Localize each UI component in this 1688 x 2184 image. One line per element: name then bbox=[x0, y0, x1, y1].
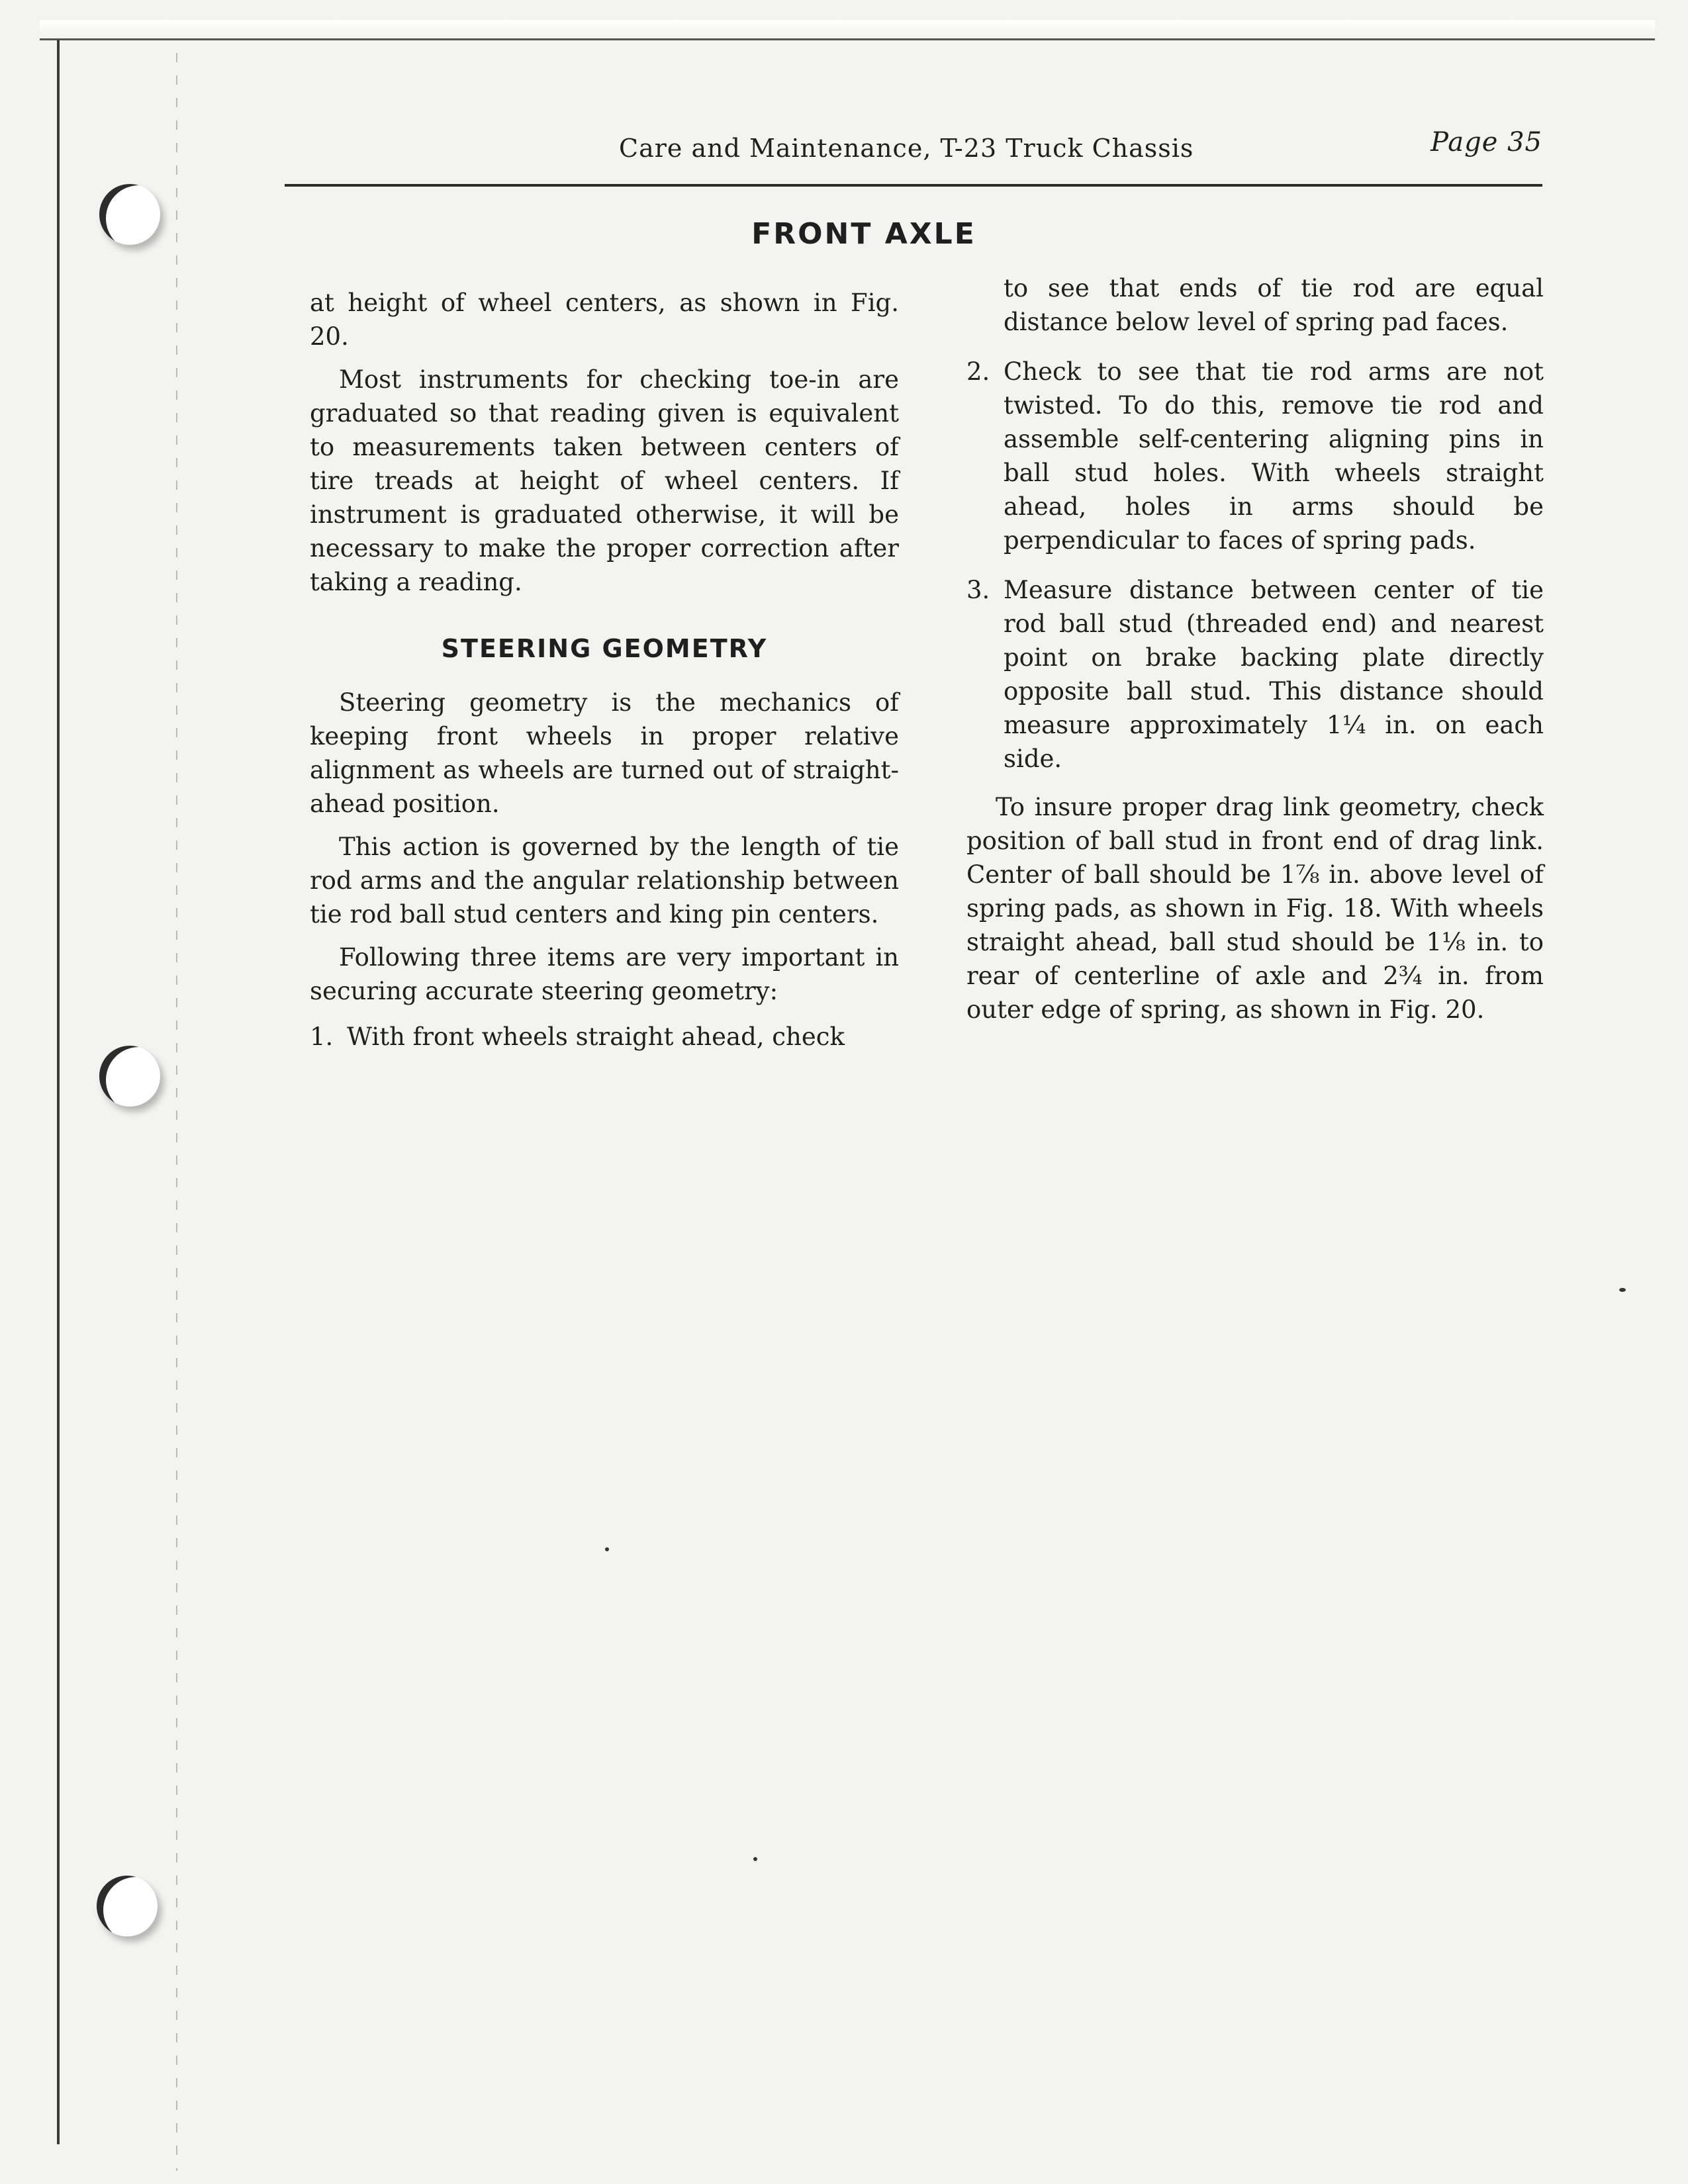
list-item-continuation bbox=[966, 271, 1544, 339]
binder-margin-line bbox=[176, 53, 177, 2171]
list-text: With front wheels straight ahead, check bbox=[347, 1023, 845, 1051]
list-number: 2. bbox=[966, 357, 990, 386]
left-column bbox=[310, 286, 899, 1054]
paragraph: Following three items are very important in securing accurate steering geometry: bbox=[310, 943, 899, 1005]
print-speck bbox=[1619, 1288, 1626, 1292]
list-item bbox=[310, 1020, 899, 1054]
paragraph: This action is governed by the length of tie rod arms and the angular relationship between tie rod ball stud centers and king pin centers. bbox=[310, 833, 899, 929]
list-number: 3. bbox=[966, 576, 990, 604]
right-column bbox=[966, 271, 1544, 1026]
subheading-steering-geometry: STEERING GEOMETRY bbox=[441, 634, 768, 663]
header-title: Care and Maintenance, T-23 Truck Chassis bbox=[619, 134, 1194, 163]
paragraph: To insure proper drag link geometry, check position of ball stud in front end of drag link. Center of ball should be 1⅞ in. above level of spring pads, as shown in Fig. 18. With wheels straight ahead, ball stud should be 1⅛ in. to rear of centerline of axle and 2¾ in. from outer edge of spring, as shown in Fig. 20. bbox=[966, 793, 1544, 1024]
punch-hole-bottom bbox=[97, 1876, 158, 1936]
print-speck bbox=[605, 1547, 609, 1551]
paragraph: Most instruments for checking toe-in are graduated so that reading given is equivalent to measurements taken between centers of tire treads at height of wheel centers. If instrument is graduated otherwise, it will be necessary to make the proper correction after taking a reading. bbox=[310, 365, 899, 596]
list-number: 1. bbox=[310, 1023, 334, 1051]
section-title: FRONT AXLE bbox=[751, 217, 976, 251]
paragraph: Steering geometry is the mechanics of keeping front wheels in proper relative alignment as wheels are turned out of straight-ahead position. bbox=[310, 688, 899, 818]
list-item bbox=[966, 355, 1544, 557]
list-text: Measure distance between center of tie rod ball stud (threaded end) and nearest point on brake backing plate directly opposite ball stud. This distance should measure approximately 1¼ in. on each side. bbox=[1004, 576, 1544, 773]
list-text: Check to see that tie rod arms are not twisted. To do this, remove tie rod and assemble self-centering aligning pins in ball stud holes. With wheels straight ahead, holes in arms should be perpendicular to faces of spring pads. bbox=[1004, 357, 1544, 555]
list-item bbox=[966, 573, 1544, 776]
punch-hole-middle bbox=[99, 1046, 160, 1107]
page-left-edge bbox=[57, 40, 60, 2144]
page-top-edge bbox=[40, 20, 1655, 40]
paragraph: at height of wheel centers, as shown in Fig. 20. bbox=[310, 289, 899, 351]
page-number: Page 35 bbox=[1430, 127, 1542, 158]
page-header bbox=[285, 127, 1542, 187]
list-text: to see that ends of tie rod are equal distance below level of spring pad faces. bbox=[1004, 274, 1544, 336]
header-rule bbox=[285, 184, 1542, 187]
print-speck bbox=[753, 1857, 757, 1861]
